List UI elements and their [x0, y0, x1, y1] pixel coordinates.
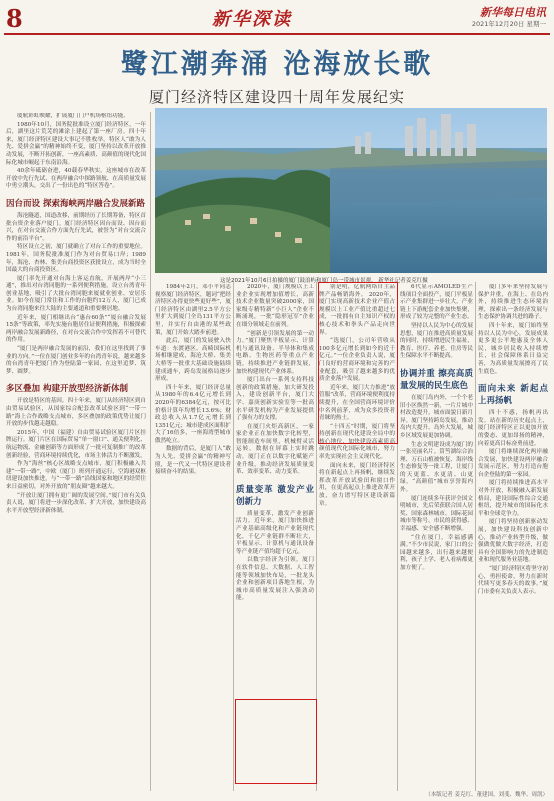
paragraph: “厦门经济特区将坚守初心，勇担使命，努力在新时代续写更多春天的故事。”厦门市委有关负责人表示。	[478, 566, 548, 595]
paragraph: “十四五”时期，厦门将坚持创新在现代化建设全局中的核心地位，加快建设高素质高颜值现代化国际化城市，努力率先实现社会主义现代化。	[319, 423, 395, 461]
paragraph: 面向未来，厦门经济特区将在新起点上再扬帆，继续发挥改革开放试验田和窗口作用，在更高起点上推进改革开放，奋力谱写特区建设新篇章。	[319, 462, 395, 507]
paragraph: 40余年砥砺奋进，40载春华秋实。这座城市在改革开放中先行先试、在两岸融合中探路领航、在高质量发展中勇立潮头，交出了一份出色的“特区答卷”。	[6, 168, 146, 190]
paragraph: 厦门率先开通对台海上客运直航，开展两岸“小三通”，推出对台湾同胞的一系列便利措施，设立台湾青年创业基地，吸引了大批台湾同胞来厦就业创业、安居乐业。如今在厦门常住和工作的台胞约12万人，厦门已成为台湾同胞来往大陆的主要通道和重要聚居地。	[6, 275, 146, 313]
paragraph: 四十年来，厦门始终坚持以人民为中心，发展成果更多更公平地惠及全体人民，城乡居民收入持续增长，社会保障体系日益完善，为高质量发展擦亮了民生底色。	[478, 322, 548, 375]
paragraph: 别是明，亿航网络自主品牌产品畅销海外。 2020年，厦门实现高新技术企业产值占规模以上工业产值比重超过七成，一批拥有自主知识产权的核心技术和拳头产品走向世界。	[319, 284, 395, 336]
issue-date: 2021年12月20日 星期一	[471, 20, 546, 28]
paragraph: “开放让厦门拥有更广阔的发展空间。”厦门市有关负责人说，厦门将进一步深化改革、扩大开放，加快建设高水平开放型经济新体制。	[6, 492, 146, 514]
article-column-6	[478, 284, 548, 780]
paragraph: 在厦门岛内外，一个个老旧小区焕然一新，一片片城中村改造提升，城市面貌日新月异。厦门坚持跨岛发展，推动岛内大提升、岛外大发展，城乡区域发展更加协调。	[400, 394, 473, 439]
brand-logo: 新华每日电讯	[480, 6, 546, 19]
paragraph: 6代显示AMOLED生产线项目全面投产，厦门平板显示产业集群进一步壮大，产业链上下游配套企业加快集聚，形成了较为完整的产业生态。	[400, 284, 473, 321]
page-header	[0, 0, 554, 34]
paragraph: 厦门将坚持创新驱动发展，加快建设科技创新中心，推动产业转型升级，做强做优做大数字经济，打造具有全国影响力的先进制造业和现代服务业基地。	[478, 519, 548, 564]
section-heading: 多区叠加 构建开放型经济新体制	[6, 384, 128, 395]
paragraph: 质量变革，激发产业创新活力。近年来，厦门加快推进产业基础高级化和产业链现代化，千亿产业链群不断壮大，平板显示、计算机与通讯设备等产业链产值均超千亿元。	[236, 510, 314, 555]
main-title: 鹭江潮奔涌 沧海放长歌	[120, 49, 434, 80]
column-divider	[475, 282, 476, 791]
header-rule	[4, 33, 550, 35]
paragraph: 以数字经济为引领，厦门在软件信息、大数据、人工智能等领域加快布局，一批龙头企业和创新项目落地生根，为城市高质量发展注入强劲动能。	[236, 557, 314, 602]
article-column-1	[6, 113, 146, 793]
article-column-2	[155, 284, 231, 792]
paragraph: 厦门将持续推进高水平对外开放，积极融入新发展格局，建设国际性综合交通枢纽，提升城市的国际化水平和全球竞争力。	[478, 480, 548, 517]
paragraph: 数据的背后，是厦门人“敢为人先、爱拼会赢”的精神写照，是一代又一代特区建设者接续奋斗的结果。	[155, 446, 231, 476]
section-heading: 质量变革 激发产业创新力	[236, 484, 314, 507]
paragraph: 近年来，厦门大力推进“放管服”改革，营商环境便利度持续提升，在全国营商环境评价中名列前茅，成为众多投资者青睐的热土。	[319, 384, 395, 422]
paragraph: 厦门多年来坚持发展与保护并重，在海上、在岛内外，持续推进生态环境治理，探索出一条经济发展与生态保护协调共进的路子。	[478, 284, 548, 321]
paragraph: 2015年，中国（福建）自由贸易试验区厦门片区挂牌运行。厦门片区在国际贸易“单一窗口”、通关便利化、航运物流、金融创新等方面形成了一批可复制推广的改革创新经验，营商环境持续优化，市场主体活力不断激发。	[6, 429, 146, 459]
intro-paragraphs	[6, 113, 146, 191]
paragraph: 厦航彩虹映耀，扩展厦门门户机场枢纽功能。	[17, 113, 129, 119]
section-heading: 协调并重 擦亮高质量发展的民生底色	[400, 368, 473, 391]
highlight-box	[235, 699, 317, 784]
column-name: 新华深读	[212, 9, 292, 30]
paragraph: 作为“海丝”核心区战略支点城市，厦门积极融入共建“一带一路”，中欧（厦门）班列开通运行，空海港双枢纽建设加快推进，与“一带一路”沿线国家和地区的经贸往来日益密切，对外开放的“朋友圈”越来越大。	[6, 461, 146, 490]
paragraph: 四十年来，厦门经济总量从1980年的6.4亿元增长到2020年的6384亿元，按可比价格计算年均增长13.6%；财政总收入从1.7亿元增长到1351亿元；城市建成区面积扩大了16倍多，一座海湾型城市傲然屹立。	[155, 384, 231, 444]
byline-footer: （本版记者 姜克红、董建国、刘斐、魏华、周凯）	[425, 792, 548, 798]
paragraph: 开放是特区的基因。四十年来，厦门从经济特区到自由贸易试验区，从国家综合配套改革试验区到“一带一路”海上合作战略支点城市，多区叠加的政策优势让厦门开放的步伐越走越稳。	[6, 398, 146, 428]
paragraph: 特区设立之初，厦门就确立了对台工作的重要地位。1981年，国务院批准厦门作为对台贸易口岸；1989年，海沧、杏林、集美台商投资区获批设立，成为当时全国最大的台商投资区。	[6, 244, 146, 274]
city-aerial-photo	[155, 108, 547, 273]
section-heading: 因台而设 探索海峡两岸融合发展新路	[6, 198, 145, 209]
paragraph: 2020年，厦门规模以上工业企业实现增加值增长，高新技术企业数量突破2000家，国家级专精特新“小巨人”企业不断涌现，一批“隐形冠军”企业在细分领域走在前列。	[236, 284, 314, 328]
column-divider	[150, 112, 151, 791]
photo-caption: 这是2021年10月6日拍摄的厦门鼓浪屿和厦门岛一带城市景观。 新华社记者姜克红摄	[220, 278, 428, 284]
paragraph: 海沧隧道，国道改移，前期经历了长期筹备，特区首批台资企业落户厦门。厦门经济特区因台而设、因台而兴，在对台交流合作方面先行先试，被誉为“对台交流合作的前沿平台”。	[6, 212, 146, 242]
paragraph: 此后，厦门的发展驶入快车道：东渡港区、高崎国际机场相继建成，海沧大桥、集美大桥等一批重大基础设施陆续建成通车，跨岛发展格局逐步形成。	[155, 338, 231, 383]
paragraph: 厦门出台一系列支持科技创新的政策措施，加大研发投入，建设创新平台，厦门大学、嘉庚创新实验室等一批高水平研发机构为产业发展提供了强有力的支撑。	[236, 377, 314, 422]
section-heading: 面向未来 新起点上再扬帆	[478, 384, 548, 407]
article-column-5	[400, 284, 473, 792]
sub-title: 厦门经济特区建设四十周年发展纪实	[148, 88, 405, 106]
paragraph: 厦门将继续深化两岸融合发展，加快建设两岸融合发展示范区，努力打造台胞台企登陆的第一家园。	[478, 449, 548, 478]
paragraph: 坚持以人民为中心的发展思想，厦门在推进高质量发展的同时，持续增进民生福祉，教育、医疗、养老、住房等民生保障水平不断提高。	[400, 322, 473, 360]
paragraph: 四十不惑，扬帆再出发。站在新的历史起点上，厦门经济特区正以更加开放的姿态、更加昂扬的精神，向着更高目标奋勇前进。	[478, 410, 548, 447]
paragraph: 厦门连续多年获评全国文明城市，先后荣获联合国人居奖、国家森林城市、国际花园城市等称号，市民的获得感、幸福感、安全感不断增强。	[400, 495, 473, 533]
paragraph: “厦门是两岸融合发展的前沿，我们在这里找到了事业的方向。”一位在厦门创业多年的台湾青年说，越来越多的台湾青年把厦门作为登陆第一家园，在这里追梦、筑梦、圆梦。	[6, 346, 146, 375]
paragraph: “选厦门，公司年营收从100多亿元增长到如今的近千亿元。”一位企业负责人说，厦门良好的营商环境和完善的产业配套，吸引了越来越多的优质企业落户发展。	[319, 338, 395, 383]
paragraph: 1984年2月，邓小平同志视察厦门经济特区，题词“把经济特区办得更快些更好些”，厦门经济特区由湖里2.5平方公里扩大到厦门全岛131平方公里，并实行自由港的某些政策，厦门开始大踏步前进。	[155, 284, 231, 336]
paragraph: “创新是引领发展的第一动力。”厦门聚焦平板显示、计算机与通讯设备、半导体和集成电路、生物医药等重点产业链，持续推进产业链群发展，加快构建现代产业体系。	[236, 330, 314, 375]
highlight-box	[318, 282, 398, 444]
paragraph: 1980年10月，国务院批准设立厦门经济特区，一年后，湖里这片荒芜的滩涂上建起了第一座厂房。四十年来，厦门经济特区建设大事记不胜枚举，特区人“敢为人先、爱拼会赢”的精神始终不变，厦门坚持以改革开放推动发展，不断开拓创新，一座高素质、高颜值的现代化国际化城市崛起于东南沿海。	[6, 121, 146, 166]
paragraph: 在厦门火炬高新区，一家家企业正在加快数字化转型，智能制造车间里，机械臂灵活运转，数据在屏幕上实时跳动。厦门正在以数字化赋能产业升级，推动经济发展质量变革、效率变革、动力变革。	[236, 423, 314, 476]
page-number: 8	[6, 4, 23, 33]
column-divider	[233, 282, 234, 791]
paragraph: “住在厦门，幸福感满满。”不少市民说，家门口的公园越来越多，出行越来越便利，孩子上学、老人看病都更加方便了。	[400, 534, 473, 571]
paragraph: 近年来，厦门相继出台“惠台60条”“厦台融合发展15条”等政策，率先实施台胞居住证便利措施，积极探索两岸融合发展新路径，在对台交流合作中发挥着不可替代的作用。	[6, 314, 146, 344]
paragraph: 生态文明建设成为厦门的一张亮丽名片。筼筜湖综合治理、万石山植被恢复、海岸线生态修复等一批工程，让厦门的天更蓝、水更清、山更绿，“高颜值”城市享誉海内外。	[400, 441, 473, 494]
